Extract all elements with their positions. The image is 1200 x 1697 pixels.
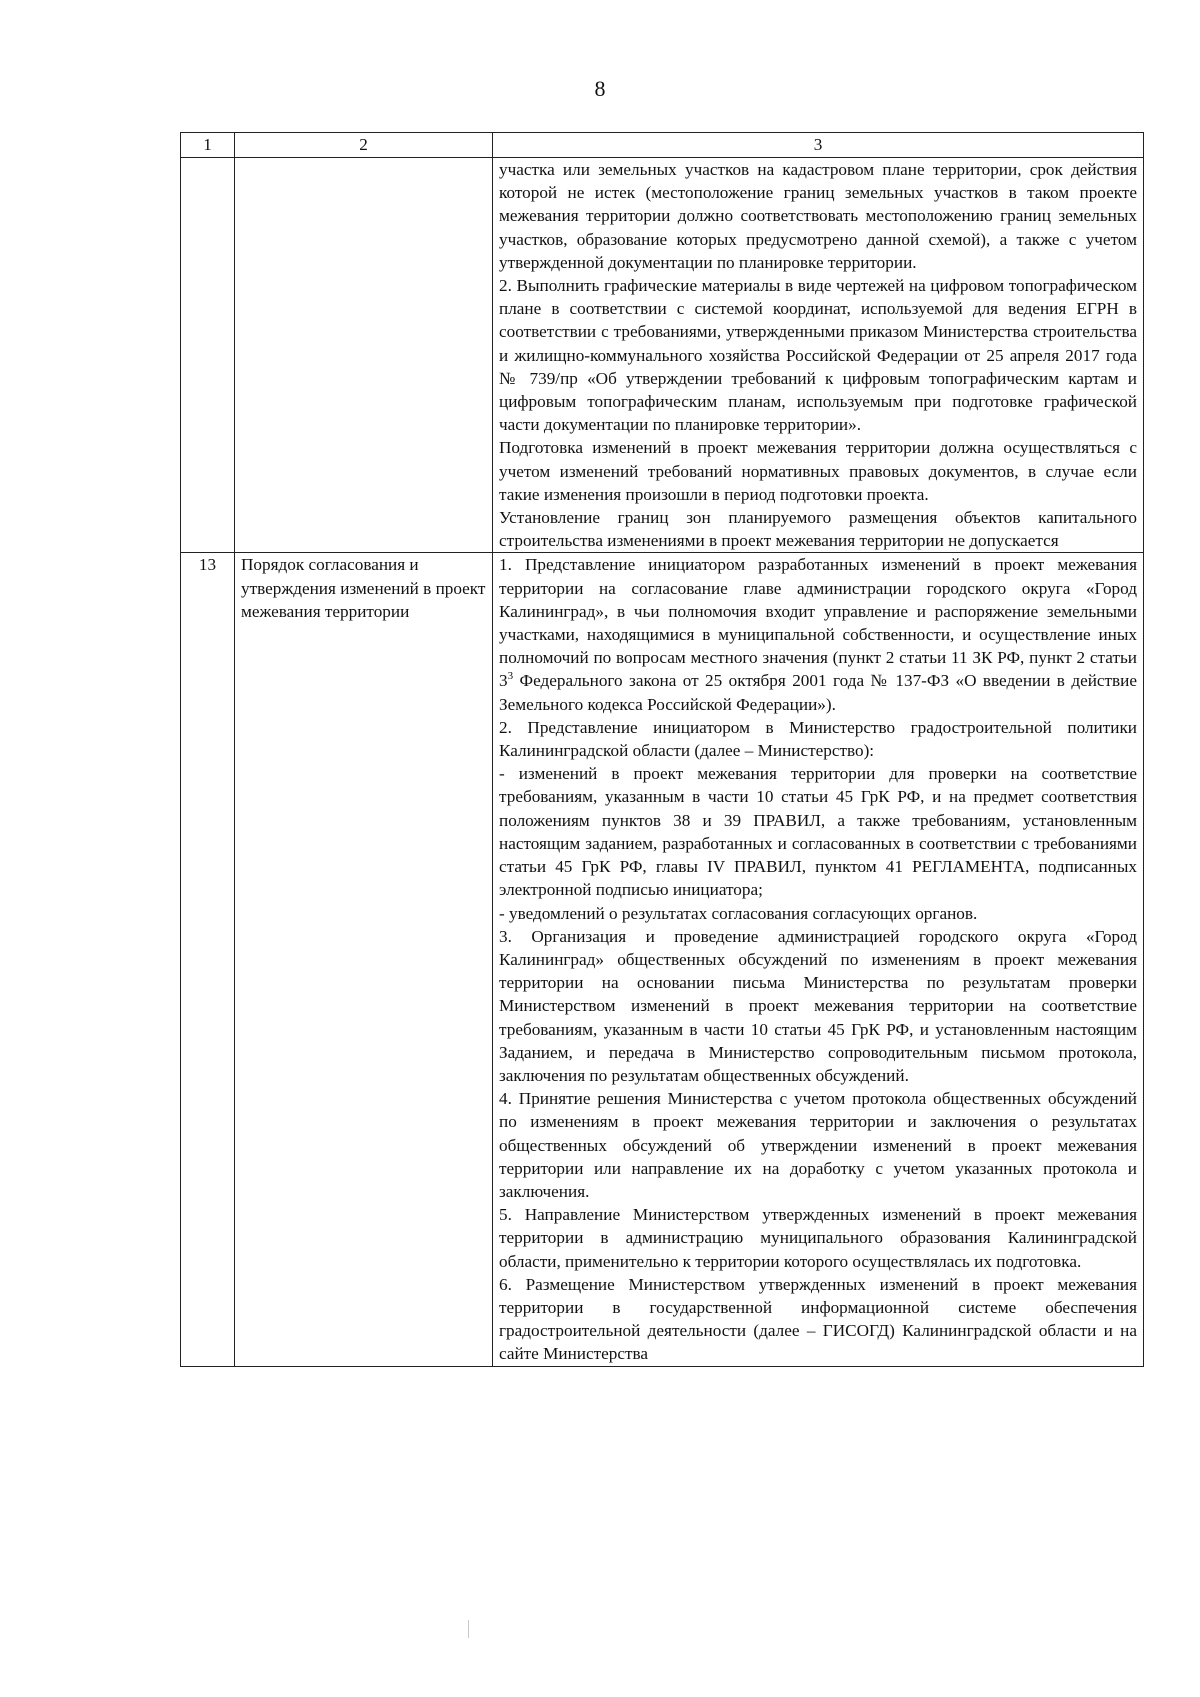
paragraph: 6. Размещение Министерством утвержденных изменений в проект межевания территории в государственной информационной системе обеспечения градостроительной деятельности (далее – ГИСОГД) Калининградской области и на сайте Министерства	[499, 1274, 1137, 1364]
paragraph: 4. Принятие решения Министерства с учетом протокола общественных обсуждений по изменениям в проект межевания территории и заключения о результатах общественных обсуждений об утверждении изменений в проект межевания территории или направление их на доработку с учетом указанных протокола и заключения.	[499, 1089, 1137, 1201]
row-number-cell	[181, 158, 235, 553]
paragraph: 2. Представление инициатором в Министерство градостроительной политики Калининградской области (далее – Министерство):	[499, 717, 1137, 761]
paragraph-text: 1. Представление инициатором разработанных изменений в проект межевания территории на согласование главе администрации городского округа «Город Калининград», в чьи полномочия входит управление и распоряжение земельными участками, находящимися в муниципальной собственности, и осуществление иных полномочий по вопросам местного значения (пункт 2 статьи 11 ЗК РФ, пункт 2 статьи 3	[499, 555, 1137, 691]
row-content-cell	[493, 553, 1144, 1366]
page-number: 8	[594, 76, 606, 101]
paragraph: - уведомлений о результатах согласования согласующих органов.	[499, 903, 978, 923]
row-number: 13	[181, 553, 235, 1366]
paragraph-with-superscript	[499, 553, 1137, 715]
column-header-2: 2	[235, 133, 493, 158]
paragraph-text: Федерального закона от 25 октября 2001 года № 137-ФЗ «О введении в действие Земельного кодекса Российской Федерации»).	[499, 671, 1137, 714]
paragraph: - изменений в проект межевания территории для проверки на соответствие требованиям, указанным в части 10 статьи 45 ГрК РФ, и на предмет соответствия положениям пунктов 38 и 39 ПРАВИЛ, а также требованиям, установленным настоящим заданием, разработанных и согласованных в соответствии с требованиями статьи 45 ГрК РФ, главы IV ПРАВИЛ, пунктом 41 РЕГЛАМЕНТА, подписанных электронной подписью инициатора;	[499, 764, 1137, 900]
table-row-13	[181, 553, 1144, 1366]
requirements-table	[180, 132, 1144, 1367]
row-name-cell	[235, 158, 493, 553]
paragraph: 5. Направление Министерством утвержденных изменений в проект межевания территории в администрацию муниципального образования Калининградской области, применительно к территории которого осуществлялась их подготовка.	[499, 1205, 1137, 1271]
paragraph: 3. Организация и проведение администрацией городского округа «Город Калининград» общественных обсуждений по изменениям в проект межевания территории на основании письма Министерства по результатам проверки Министерством изменений в проект межевания территории на соответствие требованиям, указанным в части 10 статьи 45 ГрК РФ, и установленным настоящим Заданием, и передача в Министерство сопроводительным письмом протокола, заключения по результатам общественных обсуждений.	[499, 926, 1137, 1085]
row-title: Порядок согласования и утверждения изменений в проект межевания территории	[235, 553, 493, 1366]
scan-artifact	[468, 1620, 469, 1638]
row-content-cell	[493, 158, 1144, 553]
table-header-row	[181, 133, 1144, 158]
paragraph: 2. Выполнить графические материалы в виде чертежей на цифровом топографическом плане в соответствии с системой координат, используемой для ведения ЕГРН в соответствии с требованиями, утвержденными приказом Министерства строительства и жилищно-коммунального хозяйства Российской Федерации от 25 апреля 2017 года № 739/пр «Об утверждении требований к цифровым топографическим картам и цифровым топографическим планам, используемым при подготовке графической части документации по планировке территории».	[499, 276, 1137, 435]
table-row-continuation	[181, 158, 1144, 553]
column-header-1: 1	[181, 133, 235, 158]
paragraph: Установление границ зон планируемого размещения объектов капитального строительства изменениями в проект межевания территории не допускается	[499, 508, 1137, 551]
superscript: 3	[507, 670, 514, 683]
paragraph: Подготовка изменений в проект межевания территории должна осуществляться с учетом изменений требований нормативных правовых документов, в случае если такие изменения произошли в период подготовки проекта.	[499, 438, 1137, 504]
paragraph: участка или земельных участков на кадастровом плане территории, срок действия которой не истек (местоположение границ земельных участков в таком проекте межевания территории должно соответствовать местоположению границ земельных участков, образование которых предусмотрено данной схемой), а также с учетом утвержденной документации по планировке территории.	[499, 160, 1137, 272]
column-header-3: 3	[493, 133, 1144, 158]
